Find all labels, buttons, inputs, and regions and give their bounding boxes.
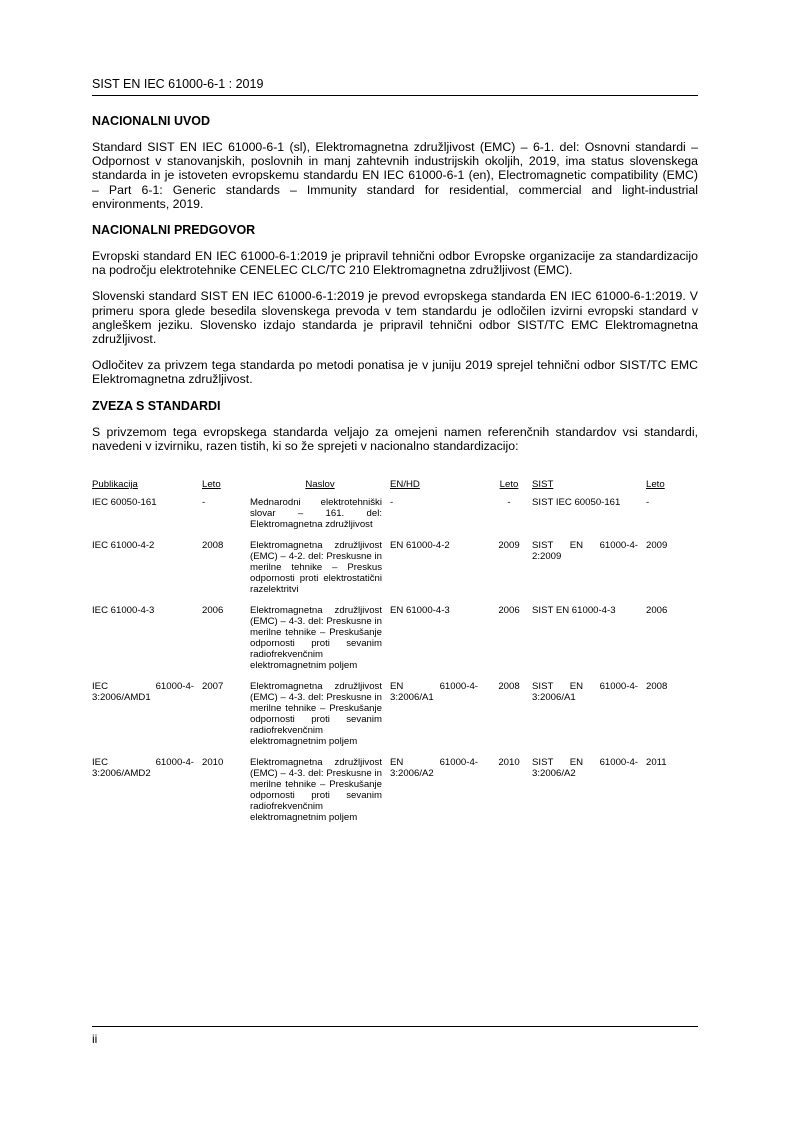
running-header [92, 77, 698, 96]
cell-sist: SIST EN 61000-4-2:2009 [532, 540, 638, 563]
cell-naslov: Elektromagnetna združljivost (EMC) – 4-2. del: Preskusne in merilne tehnike – Preskus odpornosti proti elektrostatični razelektritvi [250, 540, 382, 596]
cell-naslov: Elektromagnetna združljivost (EMC) – 4-3. del: Preskusne in merilne tehnike – Preskušanje odpornosti proti sevanim radiofrekvenčnim elektromagnetnim poljem [250, 757, 382, 824]
cell-leto-sist: 2006 [646, 605, 668, 617]
cell-en-hd: EN 61000-4-2 [390, 540, 450, 552]
cell-naslov: Mednarodni elektrotehniški slovar – 161. del: Elektromagnetna združljivost [250, 497, 382, 531]
cell-leto-en: - [507, 497, 511, 509]
section-heading-zveza: ZVEZA S STANDARDI [92, 398, 221, 413]
cell-publikacija: IEC 60050-161 [92, 497, 157, 509]
cell-publikacija: IEC 61000-4-3:2006/AMD1 [92, 681, 194, 704]
cell-sist: SIST IEC 60050-161 [532, 497, 621, 509]
cell-leto-sist: - [646, 497, 650, 509]
header-title: SIST EN IEC 61000-6-1 : 2019 [92, 77, 264, 91]
cell-publikacija: IEC 61000-4-3 [92, 605, 155, 617]
table-header-row [92, 479, 686, 497]
col-header-leto-sist: Leto [646, 479, 665, 491]
cell-leto-en: 2006 [498, 605, 520, 617]
page-number: ii [92, 1032, 98, 1046]
cell-leto-sist: 2011 [646, 757, 667, 769]
cell-en-hd: - [390, 497, 394, 509]
cell-leto: 2006 [202, 605, 224, 617]
cell-leto-en: 2010 [498, 757, 520, 769]
section-heading-uvod: NACIONALNI UVOD [92, 114, 211, 128]
section-heading-predgovor: NACIONALNI PREDGOVOR [92, 223, 256, 238]
cell-en-hd: EN 61000-4-3:2006/A2 [390, 757, 478, 780]
cell-publikacija: IEC 61000-4-3:2006/AMD2 [92, 757, 194, 780]
paragraph-uvod: Standard SIST EN IEC 61000-6-1 (sl), Elektromagnetna združljivost (EMC) – 6-1. del: Osnovni standardi – Odpornost v stanovanjskih, poslovnih in manj zahtevnih industrijskih okoljih, 2019, ima status slovenskega standarda in je istoveten evropskemu standardu EN IEC 61000-6-1 (en), Electromagnetic compatibility (EMC) – Part 6-1: Generic standards – Immunity standard for residential, commercial and light-industrial environments, 2019. [92, 140, 698, 211]
col-header-naslov: Naslov [305, 479, 335, 491]
cell-leto: 2007 [202, 681, 224, 693]
table-row [92, 757, 686, 833]
paragraph-predgovor-3: Odločitev za privzem tega standarda po metodi ponatisa je v juniju 2019 sprejel tehnični odbor SIST/TC EMC Elektromagnetna združljivost. [92, 358, 698, 387]
table-row [92, 540, 686, 605]
footer-divider [92, 1026, 698, 1027]
cell-naslov: Elektromagnetna združljivost (EMC) – 4-3. del: Preskusne in merilne tehnike – Preskušanje odpornosti proti sevanim radiofrekvenčnim elektromagnetnim poljem [250, 605, 382, 672]
paragraph-predgovor-2: Slovenski standard SIST EN IEC 61000-6-1:2019 je prevod evropskega standarda EN IEC 61000-6-1:2019. V primeru spora glede besedila slovenskega prevoda v tem standardu je odločilen izvirni evropski standard v angleškem jeziku. Slovensko izdajo standarda je pripravil tehnični odbor SIST/TC EMC Elektromagnetna združljivost. [92, 289, 698, 347]
cell-en-hd: EN 61000-4-3:2006/A1 [390, 681, 478, 704]
reference-table [92, 479, 686, 833]
cell-sist: SIST EN 61000-4-3:2006/A2 [532, 757, 638, 780]
col-header-publikacija: Publikacija [92, 479, 138, 491]
page-content [92, 114, 698, 833]
cell-sist: SIST EN 61000-4-3:2006/A1 [532, 681, 638, 704]
table-row [92, 681, 686, 757]
cell-leto-sist: 2009 [646, 540, 668, 552]
table-row [92, 605, 686, 681]
cell-leto: 2010 [202, 757, 224, 769]
cell-publikacija: IEC 61000-4-2 [92, 540, 155, 552]
col-header-en-hd: EN/HD [390, 479, 420, 491]
paragraph-zveza: S privzemom tega evropskega standarda veljajo za omejeni namen referenčnih standardov vsi standardi, navedeni v izvirniku, razen tistih, ki so že sprejeti v nacionalno standardizacijo: [92, 424, 698, 453]
cell-leto-en: 2008 [498, 681, 520, 693]
col-header-leto-en: Leto [499, 479, 519, 491]
cell-leto-sist: 2008 [646, 681, 668, 693]
col-header-sist: SIST [532, 479, 554, 491]
col-header-leto: Leto [202, 479, 221, 491]
cell-naslov: Elektromagnetna združljivost (EMC) – 4-3. del: Preskusne in merilne tehnike – Preskušanje odpornosti proti sevanim radiofrekvenčnim elektromagnetnim poljem [250, 681, 382, 748]
cell-leto-en: 2009 [498, 540, 520, 552]
paragraph-predgovor-1: Evropski standard EN IEC 61000-6-1:2019 je pripravil tehnični odbor Evropske organizacije za standardizacijo na področju elektrotehnike CENELEC CLC/TC 210 Elektromagnetna združljivost (EMC). [92, 249, 698, 278]
cell-sist: SIST EN 61000-4-3 [532, 605, 616, 617]
cell-en-hd: EN 61000-4-3 [390, 605, 450, 617]
cell-leto: - [202, 497, 206, 509]
table-row [92, 497, 686, 540]
cell-leto: 2008 [202, 540, 224, 552]
